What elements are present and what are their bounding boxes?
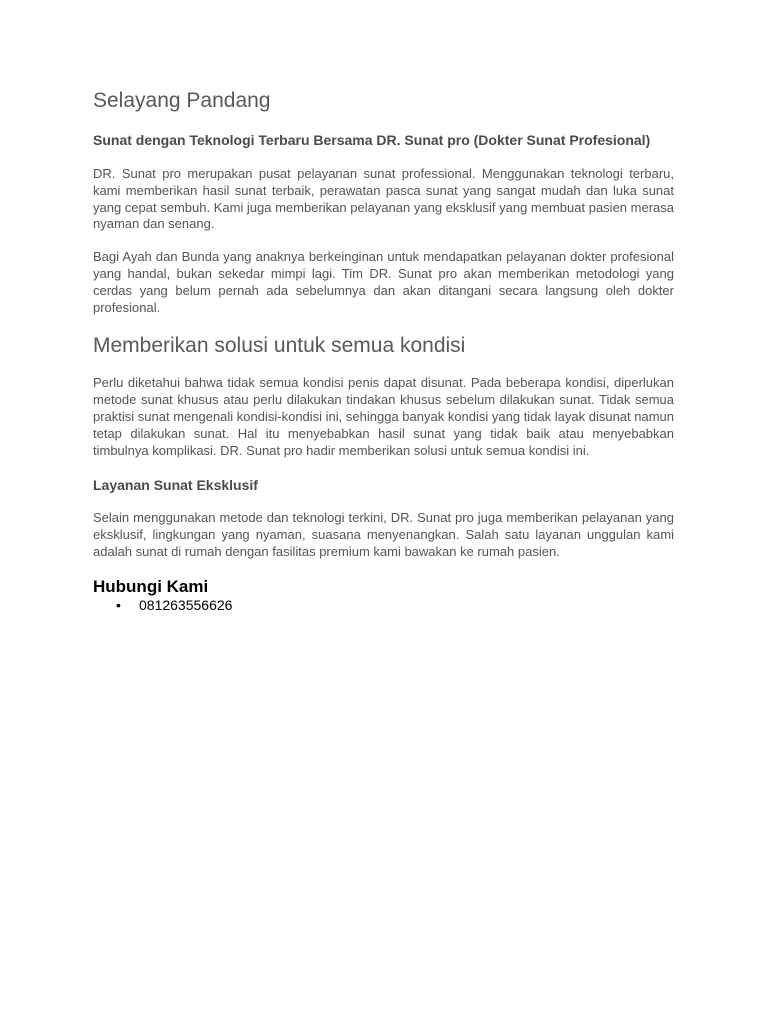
document-page xyxy=(93,86,674,613)
bullet-icon: • xyxy=(116,596,121,613)
contact-phone-number: 081263556626 xyxy=(139,596,233,613)
contact-phone-item xyxy=(93,597,674,613)
heading-selayang-pandang: Selayang Pandang xyxy=(93,89,271,112)
heading-solusi: Memberikan solusi untuk semua kondisi xyxy=(93,334,466,358)
subheading-teknologi: Sunat dengan Teknologi Terbaru Bersama DR. Sunat pro (Dokter Sunat Profesional) xyxy=(93,132,651,148)
paragraph-intro: DR. Sunat pro merupakan pusat pelayanan sunat professional. Menggunakan teknologi terbaru, kami memberikan hasil sunat terbaik, perawatan pasca sunat yang sangat mudah dan luka sunat yang cepat sembuh. Kami juga memberikan pelayanan yang eksklusif yang membuat pasien merasa nyaman dan senang. xyxy=(93,166,674,232)
paragraph-layanan: Selain menggunakan metode dan teknologi terkini, DR. Sunat pro juga memberikan pelayanan yang eksklusif, lingkungan yang nyaman, suasana menyenangkan. Salah satu layanan unggulan kami adalah sunat di rumah dengan fasilitas premium kami bawakan ke rumah pasien. xyxy=(93,510,674,559)
contact-list xyxy=(93,597,674,613)
heading-hubungi-kami: Hubungi Kami xyxy=(93,576,209,596)
paragraph-ayah-bunda: Bagi Ayah dan Bunda yang anaknya berkeinginan untuk mendapatkan pelayanan dokter profesional yang handal, bukan sekedar mimpi lagi. Tim DR. Sunat pro akan memberikan metodologi yang cerdas yang belum pernah ada sebelumnya dan akan ditangani secara langsung oleh dokter profesional. xyxy=(93,249,674,315)
subheading-layanan: Layanan Sunat Eksklusif xyxy=(93,477,258,494)
paragraph-kondisi: Perlu diketahui bahwa tidak semua kondisi penis dapat disunat. Pada beberapa kondisi, diperlukan metode sunat khusus atau perlu dilakukan tindakan khusus sebelum dilakukan sunat. Tidak semua praktisi sunat mengenali kondisi-kondisi ini, sehingga banyak kondisi yang tidak layak disunat namun tetap dilakukan sunat. Hal itu menyebabkan hasil sunat yang tidak baik atau menyebabkan timbulnya komplikasi. DR. Sunat pro hadir memberikan solusi untuk semua kondisi ini. xyxy=(93,375,675,458)
